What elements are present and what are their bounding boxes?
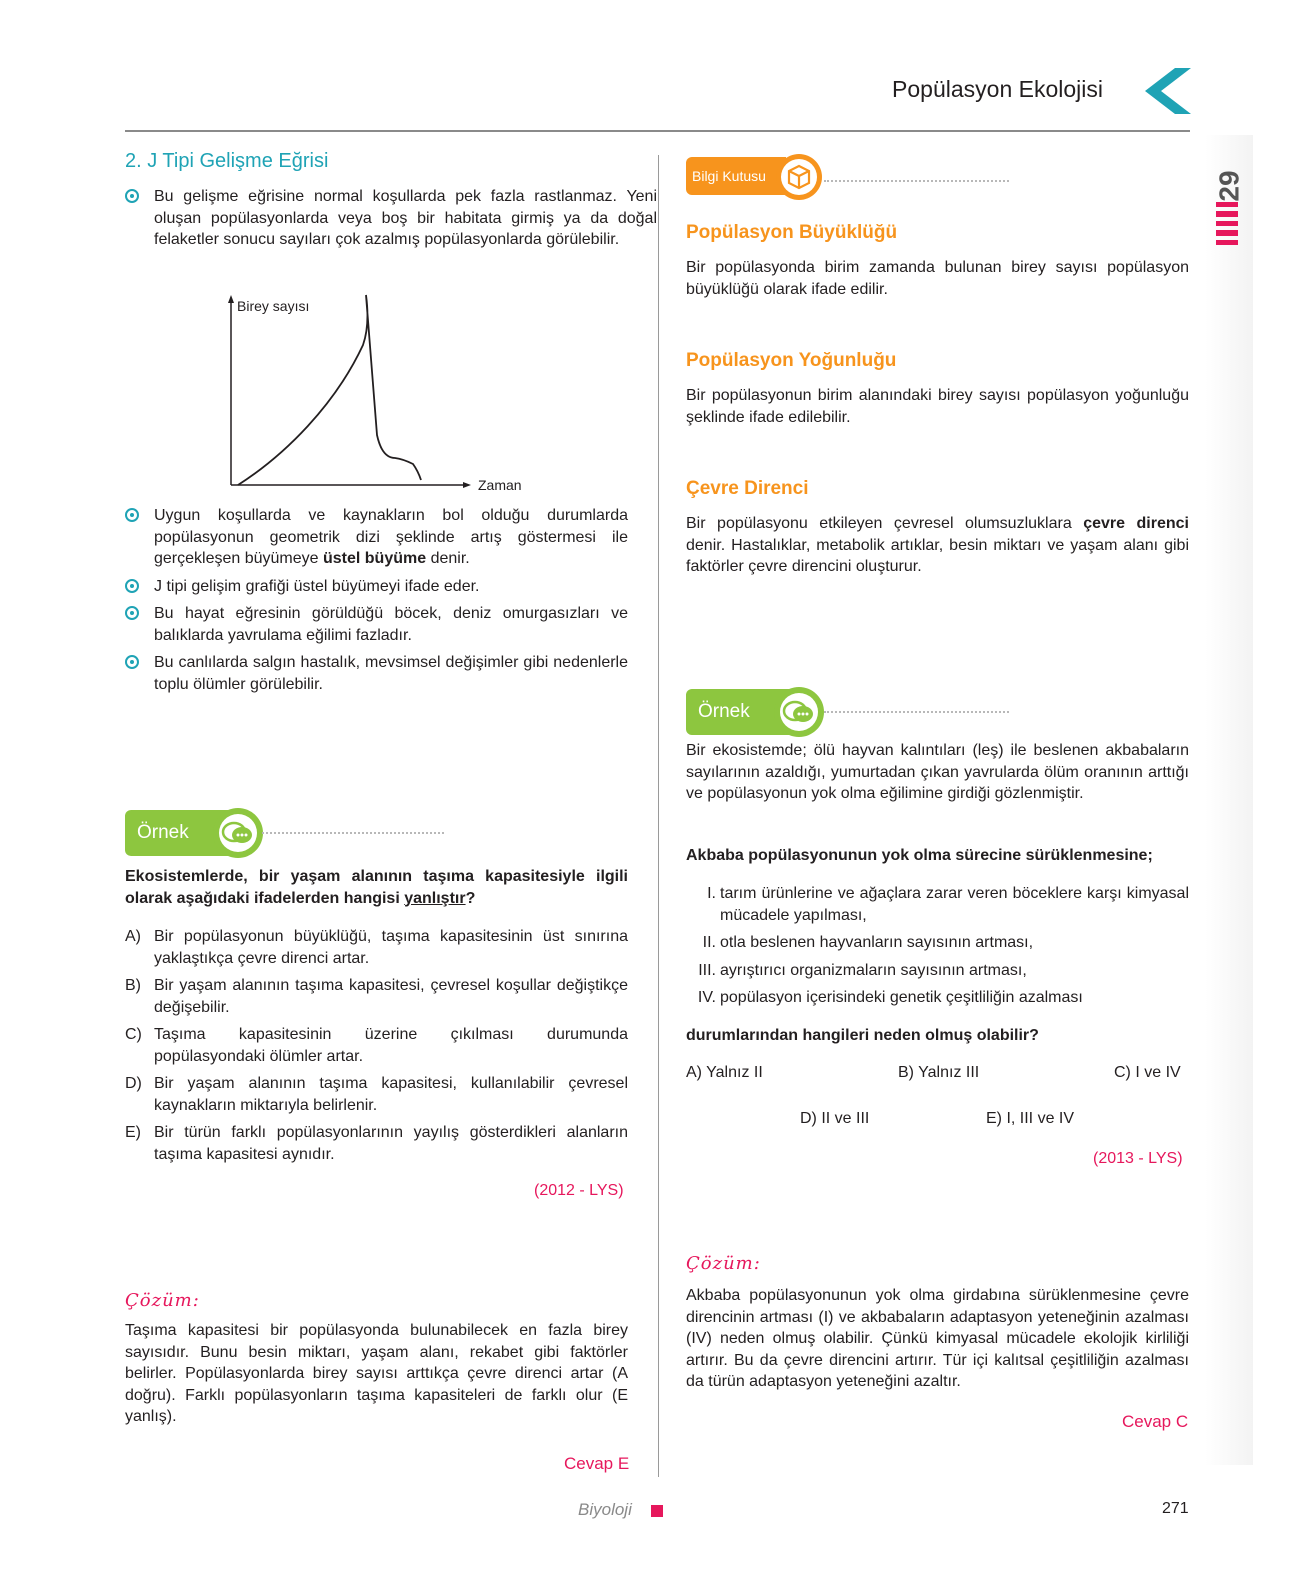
- bullet-list: [125, 505, 628, 695]
- option-c[interactable]: C) I ve IV: [1114, 1064, 1181, 1081]
- graph-x-label: Zaman: [478, 477, 522, 493]
- option-b[interactable]: B) Bir yaşam alanının taşıma kapasitesi, çevresel koşullar değiştikçe değişebilir.: [125, 977, 628, 1016]
- source-tag: (2012 - LYS): [534, 1182, 624, 1199]
- text-environmental-resistance: Bir popülasyonu etkileyen çevresel olumsuzluklara çevre direnci denir. Hastalıklar, metabolik artıklar, besin miktarı ve yaşam alanı gibi faktörler çevre direncini oluşturur.: [686, 515, 1189, 575]
- roman-list: [686, 883, 1189, 1009]
- statement-iv: IV. popülasyon içerisindeki genetik çeşitliliğin azalması: [697, 989, 1083, 1006]
- solution-text: Akbaba popülasyonunun yok olma girdabına sürüklenmesine çevre direncinin artması (I) ve akbabaların adaptasyon yeteneğinin azalması (IV) neden olmuş olabilir. Çünkü kimyasal mücadele ekolojik kirliliği artırır. Bu da çevre direncini artırır. Tür içi kalıtsal çeşitliliğin azalması da türün adaptasyon yeteneğini azaltır.: [686, 1287, 1189, 1390]
- dotted-rule: [824, 711, 1009, 713]
- footer-subject: Biyoloji: [578, 1500, 632, 1519]
- example-question: Akbaba popülasyonunun yok olma sürecine sürüklenmesine;: [686, 847, 1153, 864]
- option-e[interactable]: E) Bir türün farklı popülasyonlarının yayılış gösterdikleri alanların taşıma kapasitesi aynıdır.: [125, 1124, 628, 1163]
- statement-iii: III. ayrıştırıcı organizmaların sayısının artması,: [698, 961, 1027, 979]
- option-a[interactable]: A) Bir popülasyonun büyüklüğü, taşıma kapasitesinin üst sınırına yaklaştıkça çevre direnci artar.: [125, 928, 628, 967]
- source-tag: (2013 - LYS): [1093, 1150, 1183, 1167]
- header-rule: [125, 130, 1190, 132]
- option-d[interactable]: D) Bir yaşam alanının taşıma kapasitesi, kullanılabilir çevresel kaynakların miktarıyla belirlenir.: [125, 1075, 628, 1114]
- chevron-left-icon: [1145, 68, 1191, 114]
- box-icon: [775, 153, 823, 201]
- page-number: 271: [1162, 1500, 1189, 1517]
- solution-label: Çözüm:: [125, 1290, 200, 1311]
- section-title: 2. J Tipi Gelişme Eğrisi: [125, 150, 329, 172]
- target-bullet-icon: [125, 189, 139, 203]
- column-divider: [658, 155, 659, 1477]
- bullet-item: J tipi gelişim grafiği üstel büyümeyi ifade eder.: [125, 576, 628, 598]
- example-question-2: durumlarından hangileri neden olmuş olabilir?: [686, 1027, 1039, 1044]
- solution-label: Çözüm:: [686, 1253, 761, 1274]
- solution-text: Taşıma kapasitesi bir popülasyonda bulunabilecek en fazla birey sayısıdır. Bunu besin miktarı, yaşam alanı, rekabet gibi faktörler belirler. Popülasyonlarda birey sayısı arttıkça çevre direnci artar (A doğru). Farklı popülasyonların taşıma kapasiteleri de farklı olur (E yanlış).: [125, 1322, 628, 1425]
- x-axis-arrow-icon: [463, 482, 471, 488]
- info-box-badge: Bilgi Kutusu: [686, 157, 786, 195]
- target-bullet-icon: [125, 508, 139, 522]
- option-a[interactable]: A) Yalnız II: [686, 1064, 763, 1081]
- running-header: [0, 0, 1303, 140]
- y-axis-arrow-icon: [228, 295, 234, 303]
- dotted-rule: [262, 832, 444, 834]
- side-tab: [1205, 135, 1253, 1465]
- j-curve-line: [238, 295, 421, 485]
- target-bullet-icon: [125, 655, 139, 669]
- bullet-item: Bu canlılarda salgın hastalık, mevsimsel değişimler gibi nedenlerle toplu ölümler görülebilir.: [125, 652, 628, 695]
- speech-bubbles-icon: [773, 686, 825, 738]
- bullet-item: Uygun koşullarda ve kaynakların bol olduğu durumlarda popülasyonun geometrik dizi şeklinde artış göstermesi ile gerçekleşen büyümeye üstel büyüme denir.: [125, 505, 628, 570]
- example-badge: Örnek: [125, 810, 233, 856]
- target-bullet-icon: [125, 606, 139, 620]
- example-question: Ekosistemlerde, bir yaşam alanının taşıma kapasitesiyle ilgili olarak aşağıdaki ifadelerden hangisi yanlıştır?: [125, 868, 628, 907]
- side-number: 29: [1213, 170, 1245, 202]
- text-population-size: Bir popülasyonda birim zamanda bulunan birey sayısı popülasyon büyüklüğü olarak ifade edilir.: [686, 259, 1189, 298]
- example-text: Bir ekosistemde; ölü hayvan kalıntıları (leş) ile beslenen akbabaların sayılarının azaldığı, yumurtadan çıkan yavrularda ölüm oranının arttığı ve popülasyonun yok olma eğilimine girdiği gözlenmiştir.: [686, 742, 1189, 802]
- answer-label: Cevap C: [1122, 1412, 1189, 1431]
- option-d[interactable]: D) II ve III: [800, 1110, 870, 1127]
- intro-bullet: Bu gelişme eğrisine normal koşullarda pek fazla rastlanmaz. Yeni oluşan popülasyonlarda veya boş bir habitata girmiş ya da doğal felaketler sonucu sayıları çok azalmış popülasyonlarda görülebilir.: [125, 186, 657, 251]
- target-bullet-icon: [125, 579, 139, 593]
- option-b[interactable]: B) Yalnız III: [898, 1064, 980, 1081]
- heading-environmental-resistance: Çevre Direnci: [686, 478, 809, 499]
- footer-square-icon: [651, 1505, 663, 1517]
- dotted-rule: [824, 180, 1009, 182]
- j-curve-graph: [215, 285, 545, 495]
- bullet-item: Bu hayat eğresinin görüldüğü böcek, deniz omurgasızları ve balıklarda yavrulama eğilimi fazladır.: [125, 603, 628, 646]
- answer-label: Cevap E: [564, 1454, 630, 1473]
- speech-bubbles-icon: [212, 807, 264, 859]
- example-badge: Örnek: [686, 689, 794, 735]
- answer-options: [125, 926, 628, 1165]
- heading-population-density: Popülasyon Yoğunluğu: [686, 350, 897, 371]
- graph-y-label: Birey sayısı: [237, 298, 310, 314]
- heading-population-size: Popülasyon Büyüklüğü: [686, 222, 898, 243]
- fasikul-logo-icon: [1212, 200, 1244, 254]
- statement-ii: II. otla beslenen hayvanların sayısının artması,: [702, 934, 1034, 951]
- text-population-density: Bir popülasyonun birim alanındaki birey sayısı popülasyon yoğunluğu şeklinde ifade edilebilir.: [686, 387, 1189, 426]
- option-c[interactable]: C) Taşıma kapasitesinin üzerine çıkılması durumunda popülasyondaki ölümler artar.: [125, 1026, 628, 1065]
- option-e[interactable]: E) I, III ve IV: [986, 1110, 1075, 1127]
- statement-i: I. tarım ürünlerine ve ağaçlara zarar veren böceklere karşı kimyasal mücadele yapılması,: [707, 885, 1189, 924]
- header-title: Popülasyon Ekolojisi: [892, 76, 1103, 102]
